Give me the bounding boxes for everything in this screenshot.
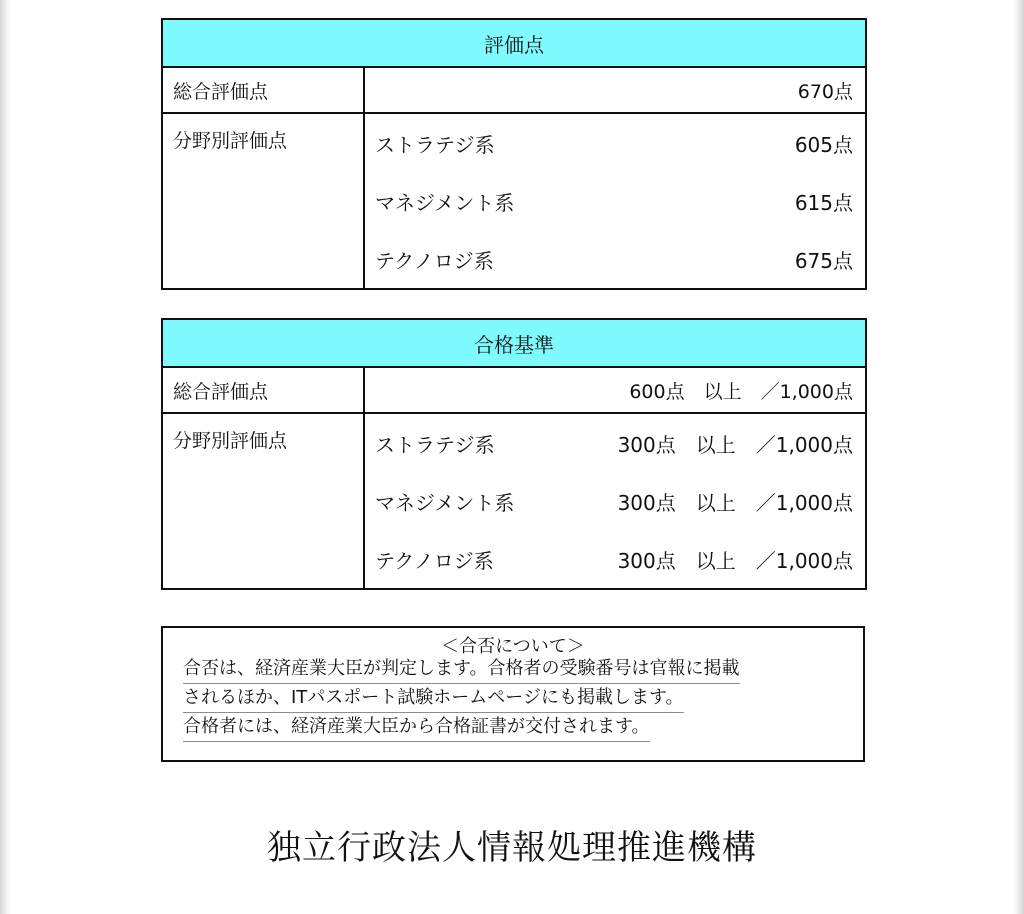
score-table [161, 18, 867, 290]
notice-title: ＜合否について＞ [441, 636, 585, 657]
score-field-item [365, 230, 865, 288]
score-field-item [365, 172, 865, 230]
page-edge-right [1012, 0, 1024, 914]
score-field-value: 605点 [794, 132, 853, 157]
score-field-name: ストラテジ系 [375, 132, 495, 157]
criteria-field-name: ストラテジ系 [375, 432, 495, 457]
score-total-value: 670点 [364, 67, 866, 113]
criteria-total-label: 総合評価点 [162, 367, 364, 413]
score-field-value: 615点 [794, 190, 853, 215]
score-field-name: テクノロジ系 [375, 248, 494, 273]
score-field-list [365, 114, 865, 288]
criteria-field-row [162, 413, 866, 589]
criteria-field-item [365, 472, 865, 530]
score-total-row [162, 67, 866, 113]
score-field-label: 分野別評価点 [162, 113, 364, 289]
criteria-field-label: 分野別評価点 [162, 413, 364, 589]
score-field-item [365, 114, 865, 172]
score-total-label: 総合評価点 [162, 67, 364, 113]
criteria-field-value: 300点 以上 ／1,000点 [617, 490, 853, 515]
criteria-field-list [365, 414, 865, 588]
criteria-total-value: 600点 以上 ／1,000点 [629, 380, 853, 403]
pass-fail-notice [161, 626, 865, 762]
criteria-field-value: 300点 以上 ／1,000点 [617, 432, 853, 457]
score-field-name: マネジメント系 [375, 190, 515, 215]
criteria-field-item [365, 414, 865, 472]
criteria-field-name: マネジメント系 [375, 490, 515, 515]
score-table-header: 評価点 [162, 19, 866, 67]
criteria-total-row [162, 367, 866, 413]
notice-lines [163, 656, 863, 743]
notice-line: 合否は、経済産業大臣が判定します。合格者の受験番号は官報に掲載 [183, 656, 740, 684]
notice-line: 合格者には、経済産業大臣から合格証書が交付されます。 [183, 714, 650, 742]
criteria-field-name: テクノロジ系 [375, 548, 494, 573]
page-edge-left [0, 0, 12, 914]
criteria-table [161, 318, 867, 590]
criteria-field-item [365, 530, 865, 588]
notice-line: されるほか、ITパスポート試験ホームページにも掲載します。 [183, 685, 684, 713]
score-field-value: 675点 [794, 248, 853, 273]
organization-name: 独立行政法人情報処理推進機構 [267, 828, 757, 868]
criteria-field-value: 300点 以上 ／1,000点 [617, 548, 853, 573]
criteria-table-header: 合格基準 [162, 319, 866, 367]
score-field-row [162, 113, 866, 289]
